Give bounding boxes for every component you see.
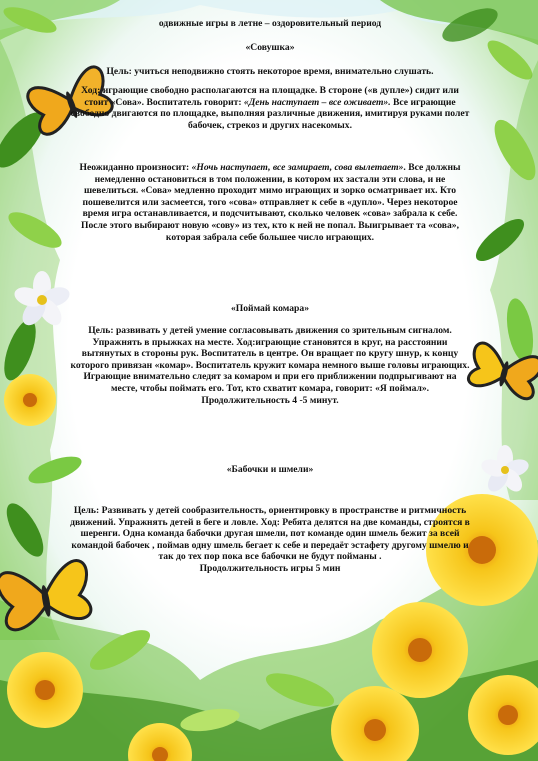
- game1-goal: Цель: учиться неподвижно стоять некоторое время, внимательно слушать.: [106, 66, 434, 77]
- game1-title: «Совушка»: [245, 42, 295, 53]
- game2-description: Цель: развивать у детей умение согласовывать движения со зрительным сигналом. Упражнять в прыжках на месте. Ход:играющие становятся в круг, на расстоянии вытянутых в стороны рук. Воспитатель в центре. Он вращает по кругу шнур, к концу которого привязан «комар». Воспитатель кружит комара немного выше головы играющих. Играющие внимательно следят за комаром и при его приближении подпрыгивают на месте, чтобы поймать его. Тот, кто схватит комара, говорит: «Я поймал». Продолжительность 4 -5 минут.: [70, 325, 470, 406]
- game3-duration: Продолжительность игры 5 мин: [199, 562, 341, 574]
- game1-move: Ход: играющие свободно располагаются на площадке. В стороне («в дупле») сидит или стоит «Сова». Воспитатель говорит: «День наступает – все оживает». Все играющие свободно двигаются по площадке, выполняя различные движения, имитируя руками полет бабочек, стрекоз и других насекомых.: [70, 85, 470, 131]
- game3-description: Цель: Развивать у детей сообразительность, ориентировку в пространстве и ритмичность движений. Упражнять детей в беге и ловле. Ход: Ребята делятся на две команды, строятся в шеренги. Одна команда бабочки другая шмели, пот команде один шмель бежит за всей командой бабочек , поймав одну шмель бегает к себе и передаёт эстафету другому шмелю и так до тех пор пока все бабочки не будут пойманы .: [70, 505, 470, 563]
- game3-title: «Бабочки и шмели»: [226, 464, 314, 475]
- game1-description: Неожиданно произносит: «Ночь наступает, все замирает, сова вылетает». Все должны немедленно остановиться в том положении, в котором их застали эти слова, и не шевелиться. «Сова» медленно проходит мимо играющих и зорко осматривает их. Кто пошевелится или засмеется, того «сова» отправляет к себе в «дупло». Через некоторое время игра останавливается, и подсчитывают, сколько человек «сова» забрала к себе. После этого выбирают новую «сову» из тех, кто к ней не попал. Выигрывает та «сова», которая забрала себе большее число играющих.: [79, 162, 461, 243]
- page-title: одвижные игры в летне – оздоровительный период: [158, 18, 382, 29]
- game1-move-quote: «День наступает – все оживает».: [243, 96, 391, 108]
- game2-title: «Поймай комара»: [231, 303, 309, 314]
- game1-description-quote: «Ночь наступает, все замирает, сова вылетает»: [191, 162, 404, 173]
- document-body: [70, 0, 470, 761]
- game3-section: [70, 505, 470, 575]
